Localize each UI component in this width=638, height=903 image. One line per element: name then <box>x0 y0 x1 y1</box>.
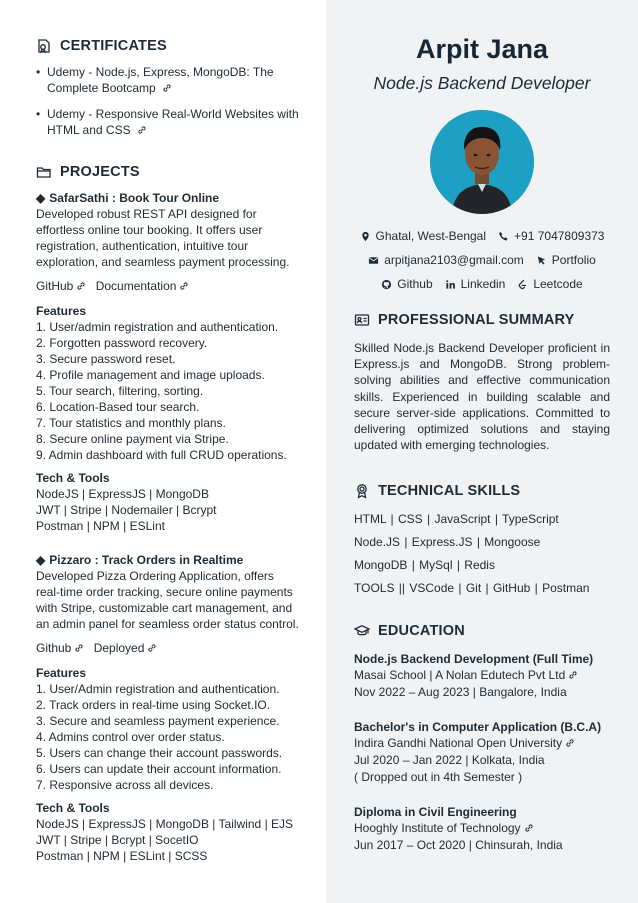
location-text: Ghatal, West-Bengal <box>375 229 487 243</box>
education-item <box>354 719 610 786</box>
feature-item: 1. User/Admin registration and authentication. <box>36 682 280 696</box>
institute-text: Hooghly Institute of Technology <box>354 821 521 836</box>
phone-item[interactable] <box>498 228 604 244</box>
degree-title: Node.js Backend Development (Full Time) <box>354 652 594 667</box>
avatar-container <box>354 110 610 214</box>
link-icon <box>568 670 578 680</box>
degree-title: Diploma in Civil Engineering <box>354 805 517 820</box>
link-icon[interactable] <box>137 125 147 135</box>
award-icon <box>354 483 370 499</box>
feature-item: 4. Profile management and image uploads. <box>36 368 265 382</box>
avatar <box>430 110 534 214</box>
section-title: EDUCATION <box>378 623 465 640</box>
certificate-item[interactable] <box>36 64 300 96</box>
section-title: TECHNICAL SKILLS <box>378 483 521 500</box>
feature-item: 6. Location-Based tour search. <box>36 400 200 414</box>
feature-item: 7. Tour statistics and monthly plans. <box>36 416 226 430</box>
leetcode-link[interactable] <box>517 276 582 292</box>
section-title: CERTIFICATES <box>60 38 167 54</box>
feature-item: 3. Secure and seamless payment experience. <box>36 714 280 728</box>
certificate-icon <box>36 38 52 54</box>
github-icon <box>381 279 392 290</box>
education-item <box>354 651 610 701</box>
certificate-list <box>36 64 300 138</box>
skills-row: MongoDB | MySql | Redis <box>354 558 495 573</box>
feature-item: 9. Admin dashboard with full CRUD operations. <box>36 448 287 462</box>
github-profile-link[interactable] <box>381 276 432 292</box>
certificate-text: Udemy - Node.js, Express, MongoDB: The Complete Bootcamp <box>47 65 274 95</box>
certificate-item[interactable] <box>36 106 300 138</box>
feature-item: 5. Users can change their account passwords. <box>36 746 283 760</box>
id-card-icon <box>354 312 370 328</box>
linkedin-link[interactable] <box>445 276 506 292</box>
institute-text: Masai School | A Nolan Edutech Pvt Ltd <box>354 668 566 683</box>
portfolio-text: Portfolio <box>551 253 596 267</box>
contact-block <box>354 228 610 292</box>
link-text: GitHub <box>36 279 74 293</box>
features-heading: Features <box>36 304 87 318</box>
features-heading: Features <box>36 666 87 680</box>
mail-icon <box>368 255 379 266</box>
summary-text: Skilled Node.js Backend Developer proficient in Express.js and MongoDB. Strong problem-solving abilities and effective communication skills. Experienced in building scalable and secure server-side applications. Committed to delivering optimized solutions and staying updated with emerging technologies. <box>354 341 610 453</box>
documentation-link[interactable] <box>96 279 190 293</box>
feature-item: 6. Users can update their account information. <box>36 762 282 776</box>
link-icon <box>147 643 157 653</box>
certificate-text: Udemy - Responsive Real-World Websites with HTML and CSS <box>47 107 299 137</box>
github-text: Github <box>397 277 433 291</box>
feature-item: 1. User/admin registration and authentication. <box>36 320 279 334</box>
project-title <box>36 552 300 568</box>
summary-section <box>354 312 610 453</box>
institute-text: Indira Gandhi National Open University <box>354 736 563 751</box>
skills-row: Node.JS | Express.JS | Mongoose <box>354 535 541 550</box>
certificates-heading <box>36 38 300 54</box>
github-link[interactable] <box>36 641 84 655</box>
period-text: Jul 2020 – Jan 2022 | Kolkata, India <box>354 753 545 768</box>
feature-item: 2. Forgotten password recovery. <box>36 336 208 350</box>
graduation-cap-icon <box>354 623 370 639</box>
link-icon <box>524 823 534 833</box>
linkedin-text: Linkedin <box>460 277 506 291</box>
tech-line: Postman | NPM | ESLint <box>36 519 165 533</box>
skills-heading <box>354 483 610 499</box>
institute-line[interactable] <box>354 735 610 752</box>
link-icon <box>74 643 84 653</box>
location-pin-icon <box>360 231 371 242</box>
project-title-text: SafarSathi : Book Tour Online <box>49 191 220 205</box>
feature-item: 5. Tour search, filtering, sorting. <box>36 384 204 398</box>
tech-line: NodeJS | ExpressJS | MongoDB <box>36 487 209 501</box>
leetcode-text: Leetcode <box>533 277 583 291</box>
project-description: Developed robust REST API designed for effortless online tour booking. It offers user registration, authentication, intuitive tour exploration, and seamless payment processing. <box>36 207 290 269</box>
github-link[interactable] <box>36 279 86 293</box>
summary-heading <box>354 312 610 328</box>
candidate-name: Arpit Jana <box>415 34 549 64</box>
diamond-icon: ◆ <box>36 191 46 205</box>
skills-section <box>354 483 610 596</box>
diamond-icon: ◆ <box>36 553 46 567</box>
phone-text: +91 7047809373 <box>514 229 605 243</box>
institute-line[interactable] <box>354 667 610 684</box>
feature-item: 7. Responsive across all devices. <box>36 778 214 792</box>
institute-line[interactable] <box>354 820 610 837</box>
portfolio-link[interactable] <box>536 252 596 268</box>
project-safarsathi <box>36 190 300 534</box>
section-title: PROJECTS <box>60 164 140 180</box>
tech-heading: Tech & Tools <box>36 471 110 485</box>
skills-row: HTML | CSS | JavaScript | TypeScript <box>354 512 559 527</box>
linkedin-icon <box>445 279 456 290</box>
deployed-link[interactable] <box>94 641 158 655</box>
feature-item: 2. Track orders in real-time using Socket.IO. <box>36 698 271 712</box>
projects-heading <box>36 164 300 180</box>
tech-heading: Tech & Tools <box>36 801 110 815</box>
period-text: Jun 2017 – Oct 2020 | Chinsurah, India <box>354 838 563 853</box>
cursor-icon <box>536 255 547 266</box>
degree-title: Bachelor's in Computer Application (B.C.A) <box>354 720 602 735</box>
leetcode-icon <box>517 279 528 290</box>
section-title: PROFESSIONAL SUMMARY <box>378 312 575 328</box>
link-icon <box>565 738 575 748</box>
email-text: arpitjana2103@gmail.com <box>384 253 524 267</box>
location-item <box>360 228 487 244</box>
feature-item: 8. Secure online payment via Stripe. <box>36 432 229 446</box>
feature-item: 3. Secure password reset. <box>36 352 176 366</box>
project-title-text: Pizzaro : Track Orders in Realtime <box>49 553 244 567</box>
folder-icon <box>36 164 52 180</box>
project-title <box>36 190 300 206</box>
tech-line: NodeJS | ExpressJS | MongoDB | Tailwind | EJS <box>36 817 294 831</box>
link-icon[interactable] <box>162 83 172 93</box>
project-links <box>36 278 300 294</box>
candidate-role: Node.js Backend Developer <box>373 73 591 93</box>
education-heading <box>354 623 610 639</box>
phone-icon <box>498 231 509 242</box>
link-text: Documentation <box>95 279 177 293</box>
link-text: Github <box>36 641 72 655</box>
project-description: Developed Pizza Ordering Application, offers real-time order tracking, secure online payments with Stripe, customizable cart management, and an admin panel for seamless order status control. <box>36 569 299 631</box>
tech-line: JWT | Stripe | Bcrypt | SocetIO <box>36 833 199 847</box>
tech-line: JWT | Stripe | Nodemailer | Bcrypt <box>36 503 217 517</box>
education-item <box>354 804 610 854</box>
link-icon <box>179 281 189 291</box>
skills-row: TOOLS || VSCode | Git | GitHub | Postman <box>354 581 590 596</box>
note-text: ( Dropped out in 4th Semester ) <box>354 770 523 785</box>
right-column <box>326 0 638 903</box>
project-links <box>36 640 300 656</box>
period-text: Nov 2022 – Aug 2023 | Bangalore, India <box>354 685 567 700</box>
link-text: Deployed <box>93 641 145 655</box>
link-icon <box>76 281 86 291</box>
feature-item: 4. Admins control over order status. <box>36 730 225 744</box>
email-item[interactable] <box>368 252 524 268</box>
tech-line: Postman | NPM | ESLint | SCSS <box>36 849 208 863</box>
project-pizzaro <box>36 552 300 864</box>
education-section <box>354 623 610 854</box>
